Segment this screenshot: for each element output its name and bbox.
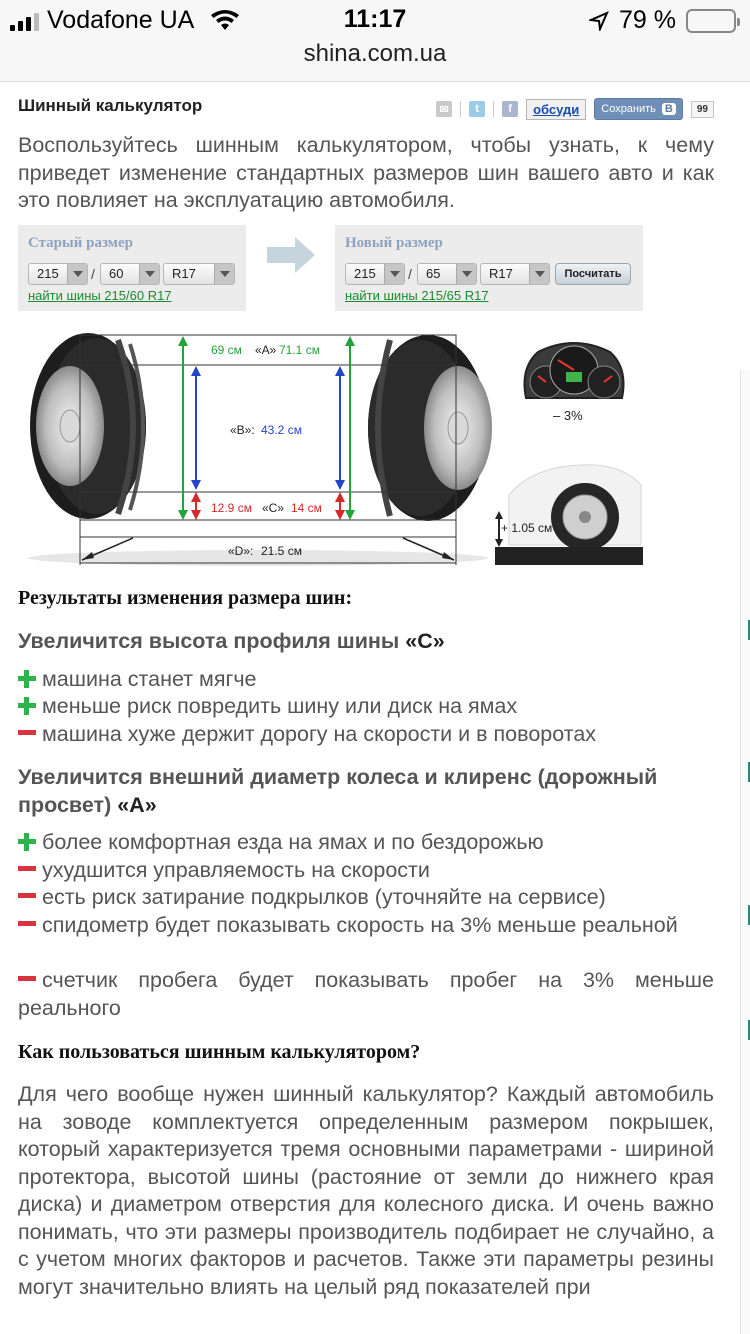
b-value: 43.2 см (261, 423, 302, 437)
battery-percent: 79 % (619, 6, 676, 34)
speedometer-change: – 3% (553, 408, 583, 423)
result-item (18, 912, 714, 940)
discuss-button[interactable]: обсуди (526, 99, 586, 120)
new-size-label: Новый размер (345, 235, 443, 251)
slash: / (408, 266, 412, 282)
find-new-tires-link[interactable]: найти шины 215/65 R17 (345, 288, 489, 303)
slash: / (91, 266, 95, 282)
mail-icon[interactable]: ✉ (436, 101, 452, 117)
result-item (18, 693, 714, 721)
old-width-select[interactable] (28, 263, 88, 285)
address-bar[interactable]: shina.com.ua (303, 40, 447, 67)
howto-text: Для чего вообще нужен шинный калькулятор? Каждый автомобиль на зоводе комплектуется определенным размером покрышек, который характеризуется тремя основными параметрами - шириной протектора, высотой шины (растояние от земли до нижнего края диска) и диаметром отверстия для колесного диска. И очень важно понимать, что эти размеры производитель подбирает не случайно, а с учетом многих факторов и расчетов. Также эти параметры резины могут значительно влиять на целый ряд показателей при (18, 1082, 714, 1299)
new-tire-image (368, 335, 492, 521)
result-item (18, 967, 714, 1022)
minus-icon (18, 730, 36, 735)
minus-icon (18, 921, 36, 926)
share-count: 99 (691, 101, 714, 118)
find-old-tires-link[interactable]: найти шины 215/60 R17 (28, 288, 172, 303)
page-title: Шинный калькулятор (18, 96, 203, 115)
chevron-down-icon (139, 264, 159, 284)
location-arrow-icon (589, 11, 609, 31)
new-width-value: 215 (354, 266, 376, 281)
chevron-down-icon (384, 264, 404, 284)
b-label: «B»: (230, 423, 255, 437)
new-profile-value: 65 (426, 266, 441, 281)
new-profile-select[interactable] (417, 263, 477, 285)
c-old-value: 12.9 см (211, 501, 252, 515)
howto-heading: Как пользоваться шинным калькулятором? (18, 1041, 421, 1063)
old-width-value: 215 (37, 266, 59, 281)
chevron-down-icon (529, 264, 549, 284)
result-text: машина станет мягче (42, 667, 257, 691)
d-label: «D»: (228, 544, 254, 558)
result-text: меньше риск повредить шину или диск на ямах (42, 694, 518, 718)
result-text: машина хуже держит дорогу на скорости и в поворотах (42, 722, 597, 746)
profile-mark: «С» (405, 629, 445, 653)
diameter-mark: «А» (117, 792, 157, 817)
old-radius-value: R17 (172, 266, 196, 281)
result-item (18, 721, 714, 749)
chevron-down-icon (456, 264, 476, 284)
sidebar-edge (740, 370, 750, 1334)
divider (460, 101, 461, 117)
new-radius-value: R17 (489, 266, 513, 281)
car-clearance-image (495, 455, 643, 567)
profile-heading (18, 628, 718, 656)
old-tire-image (30, 333, 146, 519)
twitter-icon[interactable]: t (469, 101, 485, 117)
result-item (18, 884, 714, 912)
old-profile-value: 60 (109, 266, 124, 281)
minus-icon (18, 976, 36, 981)
result-text: есть риск затирание подкрылков (уточняйте на сервисе) (42, 885, 606, 909)
profile-heading-text: Увеличится высота профиля шины (18, 629, 400, 653)
carrier-name: Vodafone UA (47, 6, 195, 34)
result-item (18, 829, 714, 857)
divider (493, 101, 494, 117)
status-bar (0, 0, 750, 82)
clock: 11:17 (343, 5, 407, 33)
result-item (18, 666, 714, 694)
diameter-heading-text: Увеличится внешний диаметр колеса и клиренс (дорожный просвет) (18, 765, 658, 817)
arrow-right-icon (267, 235, 317, 275)
result-text: спидометр будет показывать скорость на 3% меньше реальной (42, 913, 678, 937)
c-label: «C» (262, 501, 285, 515)
new-radius-select[interactable] (480, 263, 550, 285)
save-vk-button[interactable] (594, 98, 683, 120)
vk-badge: В (662, 103, 676, 115)
battery-icon (686, 9, 736, 33)
minus-icon (18, 893, 36, 898)
result-item (18, 857, 714, 885)
a-new-value: 71.1 см (279, 343, 320, 357)
old-radius-select[interactable] (163, 263, 235, 285)
status-right (589, 6, 736, 35)
old-size-label: Старый размер (28, 235, 134, 251)
result-text: ухудшится управляемость на скорости (42, 858, 430, 882)
share-bar (436, 98, 714, 120)
result-text: более комфортная езда на ямах и по бездорожью (42, 830, 544, 854)
plus-icon (18, 833, 36, 851)
speedometer-icon (518, 338, 630, 404)
c-new-value: 14 см (291, 501, 322, 515)
new-width-select[interactable] (345, 263, 405, 285)
a-label: «А» (255, 343, 277, 357)
chevron-down-icon (214, 264, 234, 284)
result-text: счетчик пробега будет показывать пробег на 3% меньше реального (18, 968, 714, 1020)
minus-icon (18, 866, 36, 871)
a-old-value: 69 см (211, 343, 242, 357)
calculate-button[interactable]: Посчитать (555, 263, 631, 285)
plus-icon (18, 697, 36, 715)
clearance-value: + 1.05 см (501, 521, 553, 535)
old-size-panel (18, 225, 246, 311)
tire-diagram (18, 330, 518, 570)
facebook-icon[interactable]: f (502, 101, 518, 117)
plus-icon (18, 670, 36, 688)
new-size-panel (335, 225, 643, 311)
old-profile-select[interactable] (100, 263, 160, 285)
d-value: 21.5 см (261, 544, 302, 558)
chevron-down-icon (67, 264, 87, 284)
results-heading: Результаты изменения размера шин: (18, 587, 353, 609)
save-label: Сохранить (601, 103, 656, 115)
intro-text: Воспользуйтесь шинным калькулятором, чтобы узнать, к чему приведет изменение стандартных размеров шин вашего авто и как это повлияет на эксплуатацию автомобиля. (18, 133, 714, 212)
diameter-heading (18, 764, 714, 819)
